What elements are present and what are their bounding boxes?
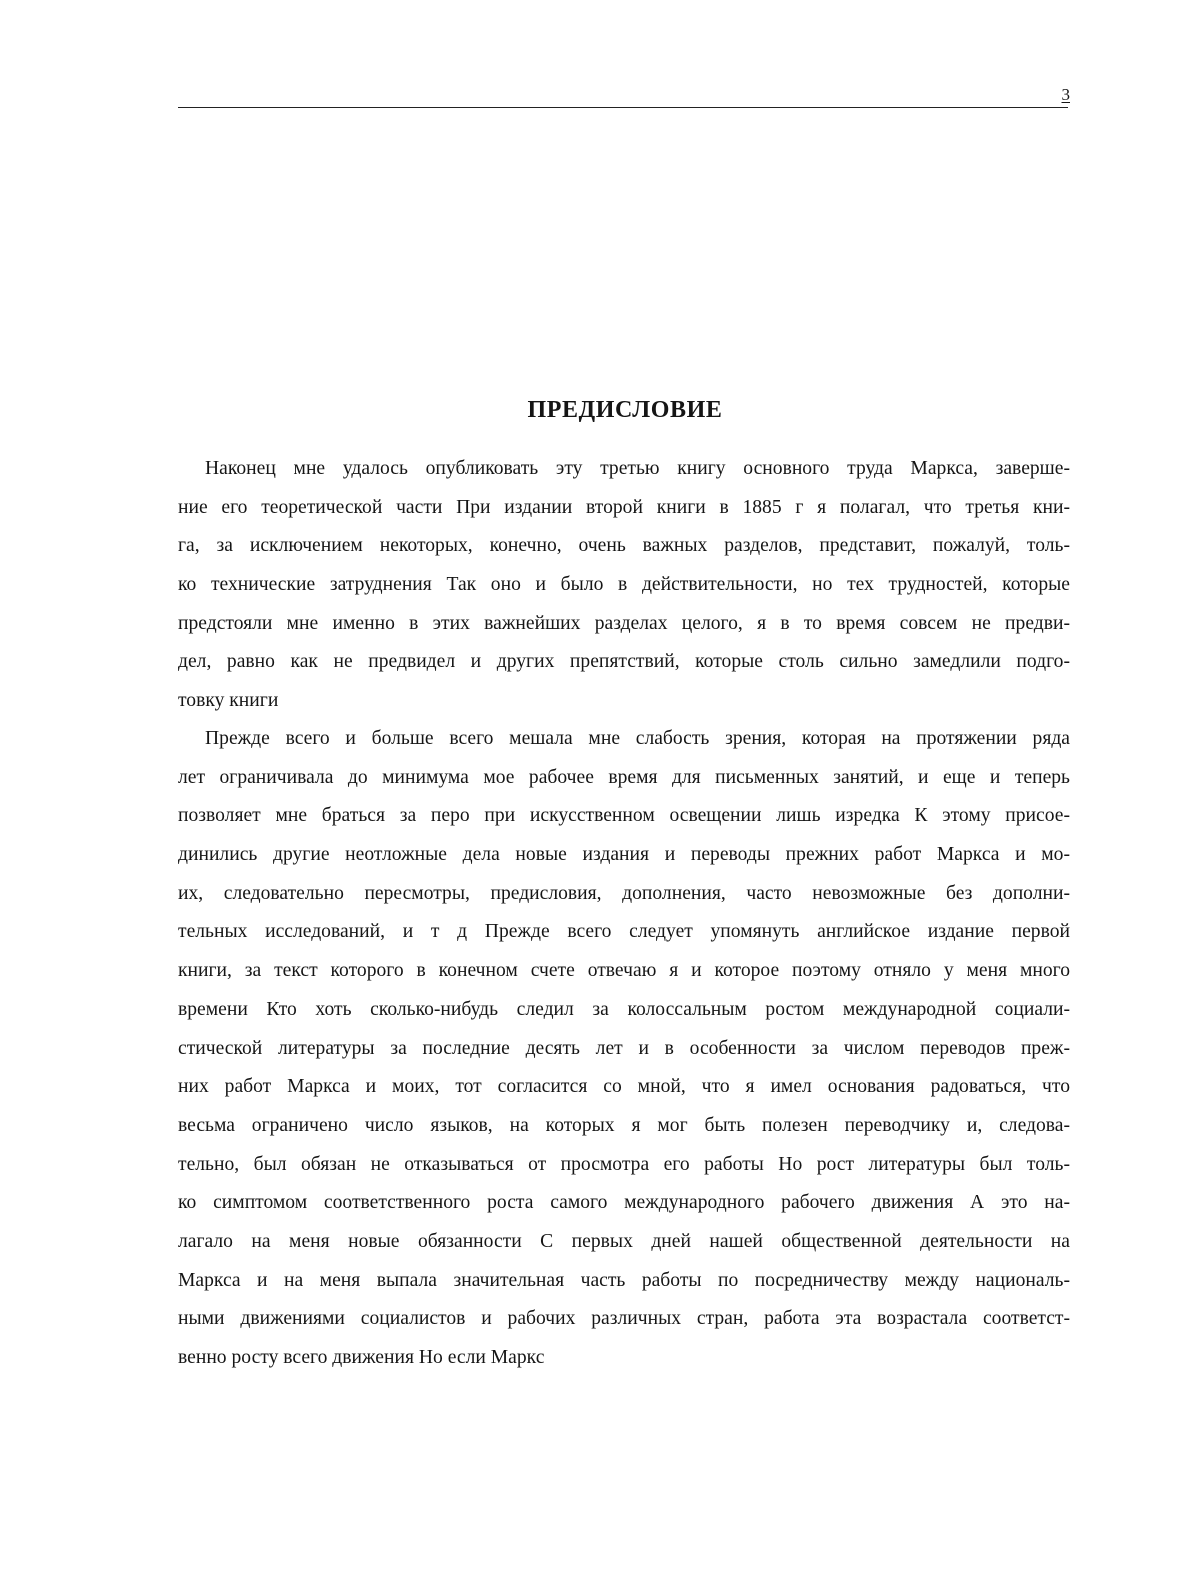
header-rule — [178, 107, 1068, 108]
paragraph-2 — [178, 720, 1070, 1378]
text-line: стической литературы за последние десять лет и в особенности за числом переводов преж- — [178, 1037, 1070, 1059]
text-line: лагало на меня новые обязанности С первых дней нашей общественной деятельности на — [178, 1230, 1070, 1252]
text-line: товку книги — [178, 690, 279, 712]
text-line: времени Кто хоть сколько-нибудь следил за колоссальным ростом международной социали- — [178, 998, 1070, 1020]
text-line: предстояли мне именно в этих важнейших разделах целого, я в то время совсем не предви- — [178, 612, 1070, 634]
page-number: 3 — [1061, 85, 1070, 104]
text-line: их, следовательно пересмотры, предисловия, дополнения, часто невозможные без дополни- — [178, 882, 1070, 904]
text-line: весьма ограничено число языков, на которых я мог быть полезен переводчику и, следова- — [178, 1114, 1070, 1136]
text-line: Маркса и на меня выпала значительная часть работы по посредничеству между националь- — [178, 1269, 1070, 1291]
text-line: тельных исследований, и т д Прежде всего следует упомянуть английское издание первой — [178, 921, 1070, 943]
text-line: лет ограничивала до минимума мое рабочее время для письменных занятий, и еще и теперь — [178, 766, 1070, 788]
text-line: ко симптомом соответственного роста самого международного рабочего движения А это на- — [178, 1192, 1070, 1214]
text-line: ние его теоретической части При издании второй книги в 1885 г я полагал, что третья кни- — [178, 496, 1070, 518]
text-line: дел, равно как не предвидел и других препятствий, которые столь сильно замедлили подго- — [178, 651, 1070, 673]
paragraph-1 — [178, 450, 1070, 721]
text-line: венно росту всего движения Но если Маркс — [178, 1347, 545, 1368]
page-title: ПРЕДИСЛОВИЕ — [527, 397, 723, 423]
text-line: тельно, был обязан не отказываться от просмотра его работы Но рост литературы был толь- — [178, 1153, 1070, 1175]
text-line: динились другие неотложные дела новые издания и переводы прежних работ Маркса и мо- — [178, 844, 1070, 866]
text-line: них работ Маркса и моих, тот согласится со мной, что я имел основания радоваться, что — [178, 1076, 1070, 1098]
text-line: книги, за текст которого в конечном счете отвечаю я и которое поэтому отняло у меня много — [178, 960, 1070, 982]
text-line: Наконец мне удалось опубликовать эту третью книгу основного труда Маркса, заверше- — [205, 458, 1070, 479]
text-line: ными движениями социалистов и рабочих различных стран, работа эта возрастала соответст- — [178, 1308, 1070, 1330]
text-line: Прежде всего и больше всего мешала мне слабость зрения, которая на протяжении ряда — [205, 728, 1070, 749]
text-line: га, за исключением некоторых, конечно, очень важных разделов, представит, пожалуй, толь- — [178, 535, 1070, 557]
text-line: ко технические затруднения Так оно и было в действительности, но тех трудностей, которые — [178, 574, 1070, 596]
text-line: позволяет мне браться за перо при искусственном освещении лишь изредка К этому присое- — [178, 805, 1070, 827]
